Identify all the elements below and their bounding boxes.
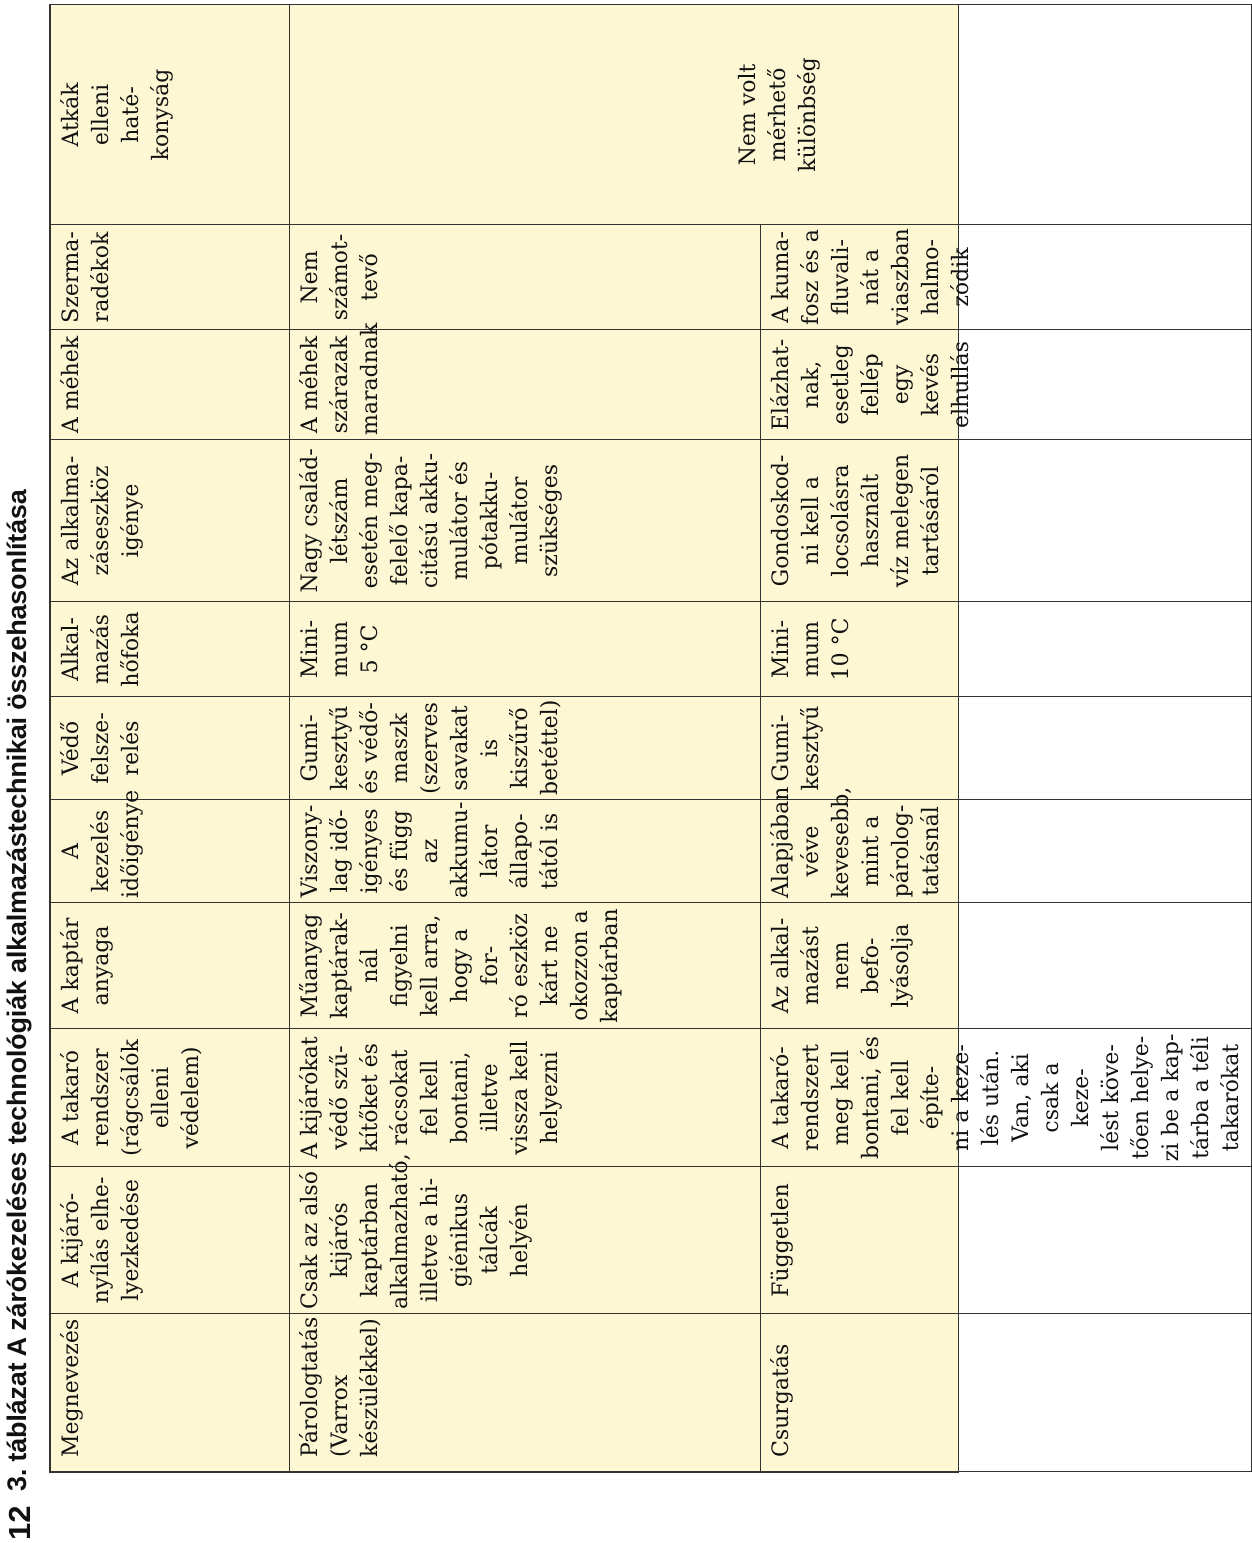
header-cell: Alkal- mazás hőfoka <box>51 602 290 697</box>
page-number: 12 <box>2 1505 37 1540</box>
header-cell: Az alkalma- záseszköz igénye <box>51 440 290 602</box>
table-cell: Alapjában véve kevesebb, mint a párolog- tatásnál <box>761 800 1252 903</box>
table-cell: Mini- mum 5 °C <box>290 602 761 697</box>
header-cell: A kezelés időigénye <box>51 800 290 903</box>
table-cell: A méhek szárazak maradnak <box>290 330 761 440</box>
table-cell: Gumi- kesztyű <box>761 697 1252 800</box>
table-cell: Nem számot- tevő <box>290 225 761 330</box>
table-row <box>290 5 761 1472</box>
table-cell: Viszony- lag idő- igényes és függ az akkumu- látor állapo- tától is <box>290 800 761 903</box>
header-cell: Védő felsze- relés <box>51 697 290 800</box>
row-label-cell: Párologtatás (Varrox készülékkel) <box>290 1314 761 1472</box>
row-label-cell: Csurgatás <box>761 1314 1252 1472</box>
table-cell: Elázhat- nak, esetleg fellép egy kevés elhullás <box>761 330 1252 440</box>
table-cell: Gondoskod- ni kell a locsolásra használt víz melegen tartásáról <box>761 440 1252 602</box>
table-cell: A kijárókat védő szű- kítőket és rácsokat fel kell bontani, illetve vissza kell helyezni <box>290 1029 761 1167</box>
table-cell: A takaró- rendszert meg kell bontani, és fel kell építe- ni a keze- lés után. Van, aki csak a keze- lést köve- tően helye- zi be a kap- tárba a téli takarókat <box>761 1029 1252 1167</box>
table-cell: Nagy család- létszám esetén meg- felelő kapa- citású akku- mulátor és pótakku- mulátor szükséges <box>290 440 761 602</box>
comparison-table <box>49 4 1244 1473</box>
table-row <box>761 5 1252 1472</box>
table-cell: Független <box>761 1167 1252 1314</box>
comparison-table-grid <box>50 4 1252 1472</box>
merged-efficacy-cell: Nem volt mérhető különbség <box>290 5 1252 225</box>
table-cell: Csak az alsó kijárós kaptárban alkalmazható, illetve a hi- giénikus tálcák helyén <box>290 1167 761 1314</box>
header-cell: Megnevezés <box>51 1314 290 1472</box>
table-cell: Műanyag kaptárak- nál figyelni kell arra, hogy a for- ró eszköz kárt ne okozzon a kaptárban <box>290 903 761 1029</box>
header-cell: Atkák elleni haté- konyság <box>51 5 290 225</box>
header-cell: Szerma- radékok <box>51 225 290 330</box>
table-title: 3. táblázat A zárókezeléses technológiák alkalmazástechnikai összehasonlítása <box>2 489 32 1491</box>
table-header-row <box>51 5 290 1472</box>
table-cell: Gumi- kesztyű és védő- maszk (szerves savakat is kiszűrő betéttel) <box>290 697 761 800</box>
header-cell: A kaptár anyaga <box>51 903 290 1029</box>
header-cell: A méhek <box>51 330 290 440</box>
table-cell: Az alkal- mazást nem befo- lyásolja <box>761 903 1252 1029</box>
header-cell: A kijáró- nyílás elhe- lyezkedése <box>51 1167 290 1314</box>
header-cell: A takaró rendszer (rágcsálók elleni védelem) <box>51 1029 290 1167</box>
table-cell: A kuma- fosz és a fluvali- nát a viaszban halmo- zódik <box>761 225 1252 330</box>
table-cell: Mini- mum 10 °C <box>761 602 1252 697</box>
